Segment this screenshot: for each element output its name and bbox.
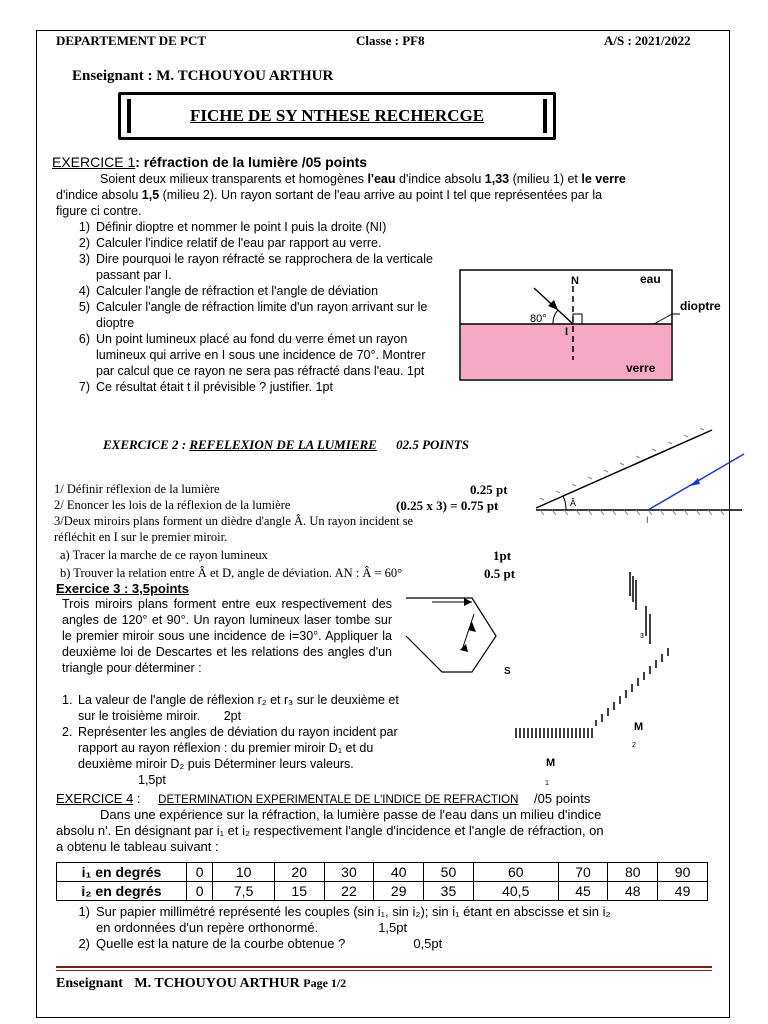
table-cell: 40 [374, 863, 424, 882]
list-item [72, 299, 444, 331]
label-i: I [565, 326, 569, 338]
table-cell: 30 [324, 863, 374, 882]
ex1-intro-d: 1,33 [484, 172, 510, 186]
ex2-points: 02.5 POINTS [396, 437, 470, 452]
table-cell: 70 [558, 863, 608, 882]
list-item [72, 251, 444, 283]
ex2-q3a: 3/Deux miroirs plans forment un dièdre d'angle Â. Un rayon incident se [54, 514, 414, 528]
label-m1-sub: 1 [545, 780, 549, 787]
item-text: Calculer l'angle de réfraction limite d'un rayon arrivant sur le dioptre [96, 300, 428, 330]
list-item [72, 219, 444, 235]
ex4-questions [72, 904, 712, 952]
label-m1: M [546, 757, 556, 769]
page-title: FICHE DE SY NTHESE RECHERCGE [189, 106, 485, 125]
label-m3-sub: 3 [640, 633, 644, 640]
footer-label: Enseignant [56, 976, 123, 991]
label-verre: verre [626, 361, 656, 375]
table-cell: 60 [473, 863, 558, 882]
ex2-qa-pts: 1pt [493, 548, 512, 563]
refraction-figure [458, 268, 728, 384]
ex4-q1b: en ordonnées d'un repère orthonormé. [96, 920, 319, 935]
ex2-q1-pts: 0.25 pt [470, 482, 508, 497]
ex4-label: EXERCICE 4 [56, 791, 134, 806]
item-num: 3) [78, 252, 90, 266]
ray-arrow [690, 478, 700, 486]
ex1-title: : réfraction de la lumière /05 points [135, 154, 368, 170]
label-dioptre: dioptre [680, 299, 721, 313]
class-label: Classe : PF8 [356, 33, 425, 48]
footer-teacher: M. TCHOUYOU ARTHUR [134, 976, 300, 991]
title-frame [118, 92, 556, 140]
ex3-item2: Représenter les angles de déviation du rayon incident par rapport au rayon réflexion : du premier miroir D₁ et du deuxième miroir D₂ puis Déterminer leurs valeurs. [78, 725, 398, 771]
footer-divider-2 [56, 970, 712, 971]
ex1-intro-b: l'eau [367, 172, 396, 186]
ex4-heading: EXERCICE 4 : DETERMINATION EXPERIMENTALE DE L'INDICE DE REFRACTION /05 points [56, 791, 591, 806]
mirror-triangle-figure [400, 594, 504, 676]
table-cell: 22 [324, 882, 374, 901]
footer-divider [56, 966, 712, 968]
ex4-points: /05 points [534, 791, 591, 806]
ex2-q2: 2/ Enoncer les lois de la réflexion de la lumière [54, 498, 291, 512]
ex2-qb-pts: 0.5 pt [484, 566, 516, 581]
ex4-q2: Quelle est la nature de la courbe obtenue ? [96, 936, 346, 951]
ex4-title: DETERMINATION EXPERIMENTALE DE L'INDICE DE REFRACTION [158, 794, 519, 806]
item-num: 7) [78, 380, 90, 394]
ex4-q1a: Sur papier millimétré représenté les couples (sin i₁, sin i₂); sin i₁ étant en abscisse et sin i₂ [96, 904, 611, 919]
ex4-intro1: Dans une expérience sur la réfraction, la lumière passe de l'eau dans un milieu d'indice [100, 807, 602, 822]
ex1-intro [56, 171, 716, 219]
item-text: Calculer l'angle de réfraction et l'angle de déviation [96, 284, 379, 298]
ex3-text: Trois miroirs plans forment entre eux respectivement des angles de 120° et 90°. Un rayon lumineux laser tombe sur le premier miroir sous une incidence de i=30°. Appliquer la deuxième loi de Descartes et les relations des angles d'un triangle pour déterminer : [62, 597, 392, 675]
table-row-i2 [57, 882, 708, 901]
ex2-qb: b) Trouver la relation entre Â et D, angle de déviation. AN : Â = 60° [60, 566, 403, 580]
three-mirror-figure [500, 566, 700, 796]
ex1-intro-c: d'indice absolu [395, 172, 485, 186]
ex4-intro2: absolu n'. En désignant par i₁ et i₂ respectivement l'angle d'incidence et l'angle de réfraction, on [56, 823, 604, 838]
item-num: 4) [78, 284, 90, 298]
mirror-2-hatch [536, 510, 742, 515]
list-item [72, 379, 444, 395]
angle-arc [563, 496, 566, 510]
table-cell: 0 [187, 882, 213, 901]
ex2-label: EXERCICE 2 : [103, 437, 187, 452]
row-header: i₁ en degrés [57, 863, 187, 882]
table-cell: 15 [274, 882, 324, 901]
ex3-item1: La valeur de l'angle de réflexion r₂ et r₃ sur le deuxième et sur le troisième miroir. [78, 693, 399, 723]
list-item: 2. Représenter les angles de déviation du rayon incident par rapport au rayon réflexion : du premier miroir D₁ et du deuxième miroir D₂ puis Déterminer leurs valeurs. 1,5pt [62, 725, 398, 787]
mirror-slant [596, 648, 668, 726]
ex1-intro2-b: 1,5 [141, 188, 160, 202]
ex1-intro-a: Soient deux milieux transparents et homogènes [100, 172, 368, 186]
ex1-intro-e: (milieu 1) et [509, 172, 582, 186]
ex3-heading: Exercice 3 : 3,5points [56, 581, 189, 596]
ex4-intro3: a obtenu le tableau suivant : [56, 839, 219, 854]
teacher-name: M. TCHOUYOU ARTHUR [156, 68, 334, 84]
label-eau: eau [640, 272, 661, 286]
table-cell: 90 [658, 863, 708, 882]
table-cell: 20 [274, 863, 324, 882]
label-n: N [571, 275, 579, 287]
label-i: I [646, 515, 649, 525]
ex1-intro-f: le verre [581, 172, 626, 186]
table-cell: 45 [558, 882, 608, 901]
ex2-q1: 1/ Définir réflexion de la lumière [54, 482, 220, 496]
label-m2-sub: 2 [632, 742, 636, 749]
angle-table [56, 862, 708, 901]
school-year: A/S : 2021/2022 [604, 33, 691, 48]
ex3-questions [62, 692, 402, 788]
list-item: 1) Sur papier millimétré représenté les couples (sin i₁, sin i₂); sin i₁ étant en abscisse et sin i₂ [78, 904, 611, 919]
ex2-heading [103, 437, 469, 453]
label-angle: 80° [530, 313, 547, 325]
footer [56, 976, 346, 992]
table-cell: 10 [213, 863, 274, 882]
list-item: 2) Quelle est la nature de la courbe obtenue ? 0,5pt [78, 936, 443, 951]
item-text: Ce résultat était t il prévisible ? justifier. 1pt [96, 380, 333, 394]
label-s: S [504, 666, 511, 677]
ex1-intro3: figure ci contre. [56, 204, 142, 218]
label-a: Â [570, 498, 577, 508]
table-cell: 35 [424, 882, 474, 901]
ex1-label: EXERCICE 1 [52, 154, 136, 170]
table-cell: 0 [187, 863, 213, 882]
table-cell: 80 [608, 863, 658, 882]
ex1-intro2-a: d'indice absolu [56, 188, 142, 202]
list-item [72, 283, 444, 299]
arrow-1 [464, 598, 472, 606]
item-num: 5) [78, 300, 90, 314]
list-item [72, 920, 712, 936]
table-row-i1 [57, 863, 708, 882]
row-header: i₂ en degrés [57, 882, 187, 901]
table-cell: 50 [424, 863, 474, 882]
teacher-line [72, 68, 333, 85]
item-text: Définir dioptre et nommer le point I puis la droite (NI) [96, 220, 387, 234]
table-cell: 29 [374, 882, 424, 901]
item-text: Un point lumineux placé au fond du verre émet un rayon lumineux qui arrive en I sous une incidence de 70°. Montrer par calcul que ce rayon ne sera pas réfracté dans l'eau. 1pt [96, 332, 426, 378]
item-text: Calculer l'indice relatif de l'eau par rapport au verre. [96, 236, 382, 250]
ex1-heading [52, 154, 367, 170]
ex2-title: REFELEXION DE LA LUMIERE [189, 437, 377, 452]
ray-segment-2 [462, 614, 474, 650]
label-m2: M [634, 721, 644, 733]
ex2-q3b: réfléchit en I sur le premier miroir. [54, 530, 228, 544]
table-cell: 48 [608, 882, 658, 901]
ex2-qa: a) Tracer la marche de ce rayon lumineux [60, 548, 268, 562]
table-cell: 40,5 [473, 882, 558, 901]
mirror-bottom [516, 728, 592, 738]
table-cell: 7,5 [213, 882, 274, 901]
list-item [72, 235, 444, 251]
ex3-item1-pts: 2pt [223, 709, 242, 723]
ex1-intro2-c: (milieu 2). Un rayon sortant de l'eau arrive au point I tel que représentées par la [159, 188, 603, 202]
list-item [72, 331, 444, 379]
dihedral-figure [530, 426, 746, 526]
list-item: 1. La valeur de l'angle de réflexion r₂ et r₃ sur le deuxième et sur le troisième miroir. 2pt [62, 693, 399, 723]
ex4-q1-pts: 1,5pt [378, 920, 408, 935]
ex2-q2-pts: (0.25 x 3) = 0.75 pt [396, 498, 499, 513]
ex3-item2-pts: 1,5pt [138, 773, 166, 787]
ex4-intro [56, 807, 716, 855]
reflection-path [406, 598, 496, 672]
mirror-1-hatch [536, 428, 712, 508]
item-num: 6) [78, 332, 90, 346]
teacher-label: Enseignant : [72, 68, 153, 84]
table-cell: 49 [658, 882, 708, 901]
item-num: 1) [78, 220, 90, 234]
department: DEPARTEMENT DE PCT [56, 33, 207, 48]
item-text: Dire pourquoi le rayon réfracté se rapprochera de la verticale passant par I. [96, 252, 433, 282]
item-num: 2) [78, 236, 90, 250]
ex4-q2-pts: 0,5pt [413, 936, 443, 951]
ex1-questions [72, 219, 444, 395]
footer-page: Page 1/2 [303, 976, 347, 990]
